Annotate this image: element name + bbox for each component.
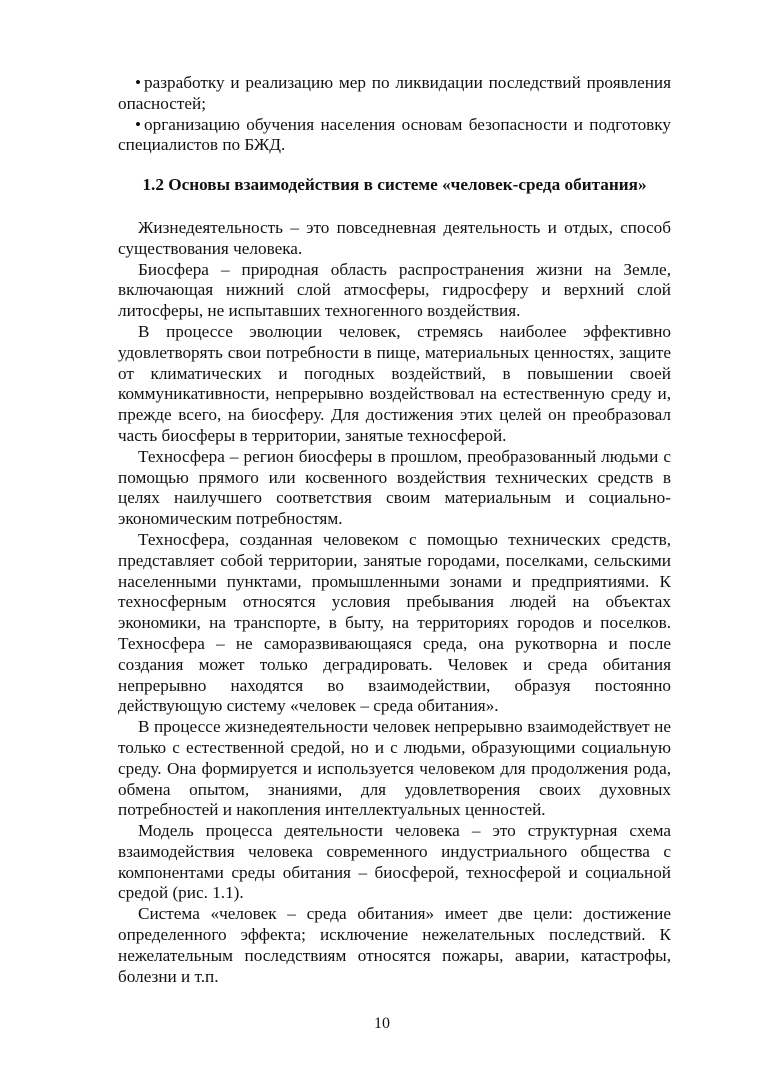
paragraph: Модель процесса деятельности человека – это структурная схема взаимодействия человека современного индустриального общества с компонентами среды обитания – биосферой, техносферой и социальной средой (рис. 1.1). bbox=[118, 821, 671, 903]
bullet-item bbox=[118, 115, 671, 157]
paragraph: Техносфера, созданная человеком с помощью технических средств, представляет собой территории, занятые городами, поселками, сельскими населенными пунктами, промышленными зонами и предприятиями. К техносферным относятся условия пребывания людей на объектах экономики, на транспорте, в быту, на территориях городов и поселков. Техносфера – не саморазвивающаяся среда, она рукотворна и после создания может только деградировать. Человек и среда обитания непрерывно находятся во взаимодействии, образуя постоянно действующую систему «человек – среда обитания». bbox=[118, 529, 671, 716]
bullet-item bbox=[118, 73, 671, 115]
paragraph: В процессе эволюции человек, стремясь наиболее эффективно удовлетворять свои потребности в пище, материальных ценностях, защите от климатических и погодных воздействий, в повышении своей коммуникативности, непрерывно воздействовал на естественную среду и, прежде всего, на биосферу. Для достижения этих целей он преобразовал часть биосферы в территории, занятые техносферой. bbox=[118, 321, 671, 445]
section-heading: 1.2 Основы взаимодействия в системе «человек-среда обитания» bbox=[142, 175, 647, 195]
page-number: 10 bbox=[374, 1015, 390, 1032]
bullet-icon: • bbox=[135, 73, 142, 92]
bullet-text: разработку и реализацию мер по ликвидации последствий проявления опасностей; bbox=[118, 73, 671, 113]
page-content bbox=[118, 73, 671, 987]
paragraph: В процессе жизнедеятельности человек непрерывно взаимодействует не только с естественной средой, но и с людьми, образующими социальную среду. Она формируется и используется человеком для продолжения рода, обмена опытом, знаниями, для удовлетворения своих духовных потребностей и накопления интеллектуальных ценностей. bbox=[118, 717, 671, 820]
bullet-text: организацию обучения населения основам безопасности и подготовку специалистов по БЖД. bbox=[118, 114, 671, 155]
bullet-icon: • bbox=[135, 114, 142, 134]
paragraph: Система «человек – среда обитания» имеет две цели: достижение определенного эффекта; исключение нежелательных последствий. К нежелательным последствиям относятся пожары, аварии, катастрофы, болезни и т.п. bbox=[118, 904, 671, 986]
paragraph: Биосфера – природная область распространения жизни на Земле, включающая нижний слой атмосферы, гидросферу и верхний слой литосферы, не испытавших техногенного воздействия. bbox=[118, 259, 671, 321]
paragraph: Техносфера – регион биосферы в прошлом, преобразованный людьми с помощью прямого или косвенного воздействия технических средств в целях наилучшего соответствия своим материальным и социально-экономическим потребностям. bbox=[118, 446, 671, 529]
paragraph: Жизнедеятельность – это повседневная деятельность и отдых, способ существования человека. bbox=[118, 217, 671, 258]
